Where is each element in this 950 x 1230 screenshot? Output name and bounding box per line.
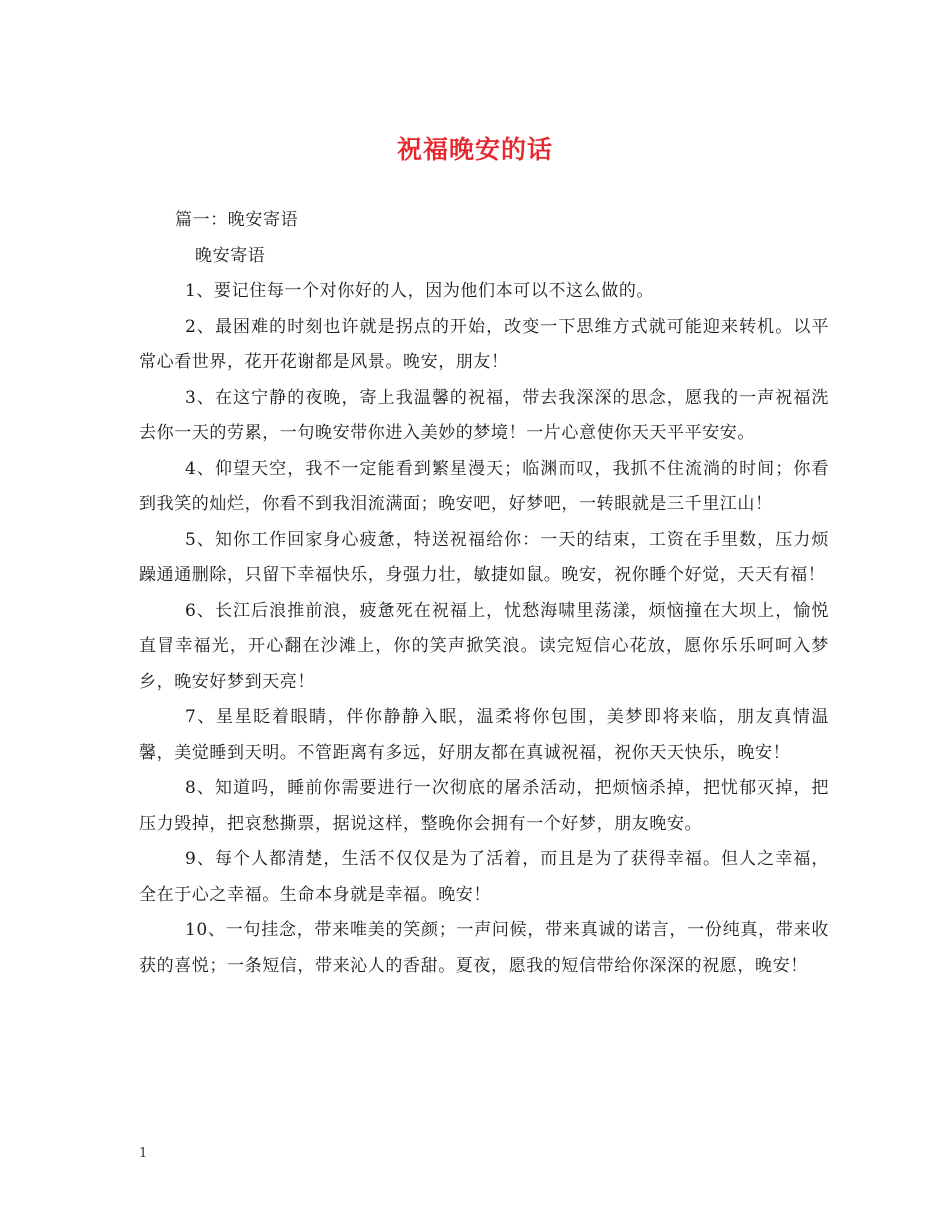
document-title: 祝福晚安的话 xyxy=(396,135,553,164)
section-heading: 篇一：晚安寄语 xyxy=(175,210,299,230)
paragraph-item-9: 9、每个人都清楚，生活不仅仅是为了活着，而且是为了获得幸福。但人之幸福，全在于心之幸福。生命本身就是幸福。晚安！ xyxy=(139,849,829,905)
paragraph-item-1: 1、要记住每一个对你好的人，因为他们本可以不这么做的。 xyxy=(185,281,655,301)
paragraph-item-8: 8、知道吗，睡前你需要进行一次彻底的屠杀活动，把烦恼杀掉，把忧郁灭掉，把压力毁掉，把哀愁撕票，据说这样，整晚你会拥有一个好梦，朋友晚安。 xyxy=(139,778,829,834)
paragraph-item-3: 3、在这宁静的夜晚，寄上我温馨的祝福，带去我深深的思念，愿我的一声祝福洗去你一天的劳累，一句晚安带你进入美妙的梦境！一片心意使你天天平平安安。 xyxy=(139,387,829,443)
paragraph-item-2: 2、最困难的时刻也许就是拐点的开始，改变一下思维方式就可能迎来转机。以平常心看世界，花开花谢都是风景。晚安，朋友！ xyxy=(139,316,829,372)
paragraph-item-4: 4、仰望天空，我不一定能看到繁星漫天；临渊而叹，我抓不住流淌的时间；你看到我笑的灿烂，你看不到我泪流满面；晚安吧，好梦吧，一转眼就是三千里江山！ xyxy=(139,458,829,514)
paragraph-item-10: 10、一句挂念，带来唯美的笑颜；一声问候，带来真诚的诺言，一份纯真，带来收获的喜悦；一条短信，带来沁人的香甜。夏夜，愿我的短信带给你深深的祝愿，晚安！ xyxy=(139,920,829,976)
page-number: 1 xyxy=(139,1146,148,1161)
paragraph-item-7: 7、星星眨着眼睛，伴你静静入眠，温柔将你包围，美梦即将来临，朋友真情温馨，美觉睡到天明。不管距离有多远，好朋友都在真诚祝福，祝你天天快乐，晚安！ xyxy=(139,707,829,763)
sub-heading: 晚安寄语 xyxy=(195,245,266,266)
paragraph-item-6: 6、长江后浪推前浪，疲惫死在祝福上，忧愁海啸里荡漾，烦恼撞在大坝上，愉悦直冒幸福光，开心翻在沙滩上，你的笑声掀笑浪。读完短信心花放，愿你乐乐呵呵入梦乡，晚安好梦到天亮！ xyxy=(139,600,829,692)
document-body xyxy=(139,203,829,984)
paragraph-item-5: 5、知你工作回家身心疲惫，特送祝福给你：一天的结束，工资在手里数，压力烦躁通通删除，只留下幸福快乐，身强力壮，敏捷如鼠。晚安，祝你睡个好觉，天天有福！ xyxy=(139,529,829,585)
